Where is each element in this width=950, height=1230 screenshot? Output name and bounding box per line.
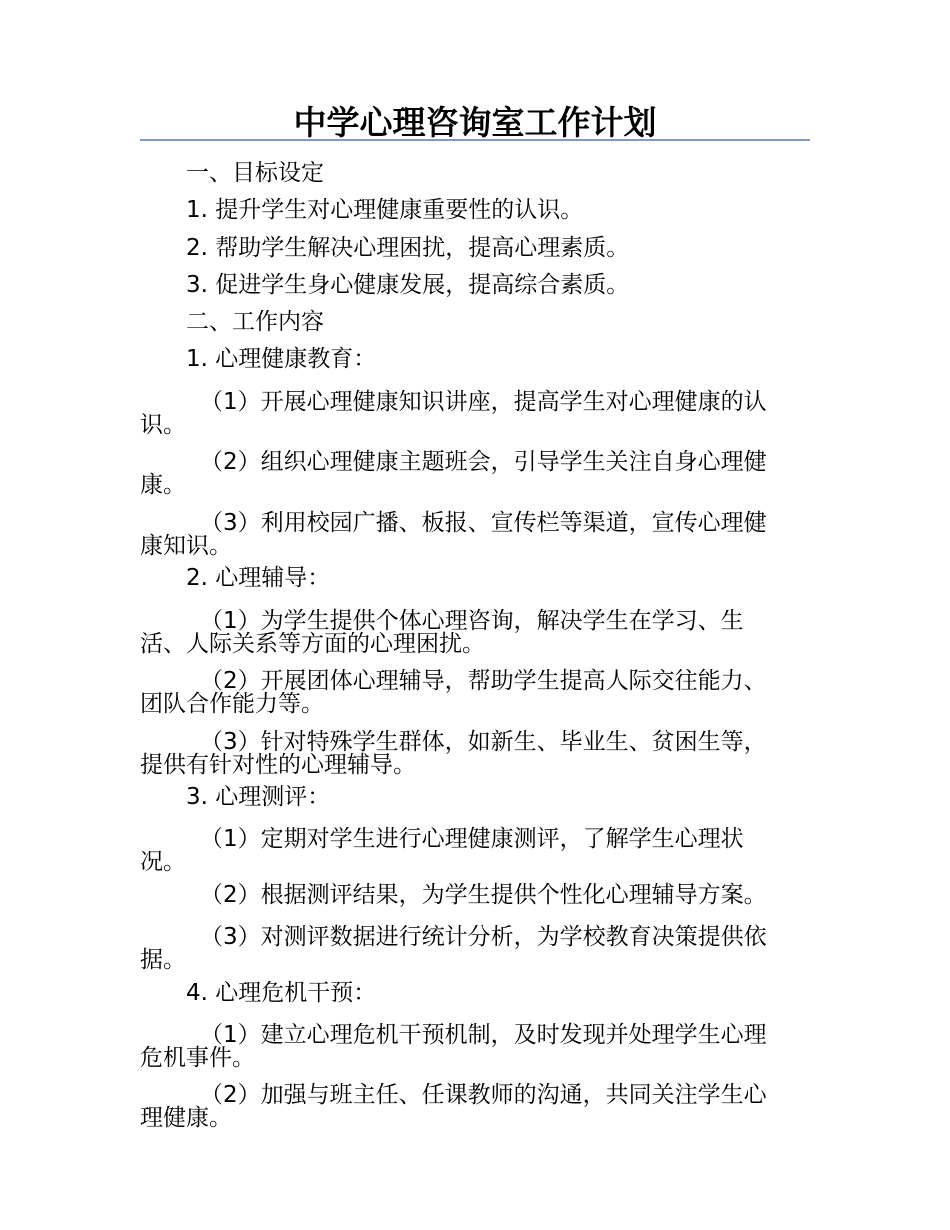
text-line: 二、工作内容 [186,309,324,336]
content-item [140,658,805,719]
text-line: 1. 心理健康教育： [186,346,377,373]
text-line: （1）为学生提供个体心理咨询，解决学生在学习、生 [200,607,744,634]
subsection-heading [140,560,805,597]
text-line: （3）对测评数据进行统计分析，为学校教育决策提供依 [200,924,767,951]
text-line: （1）定期对学生进行心理健康测评，了解学生心理状 [200,826,744,853]
content-item [140,439,805,500]
title-underline [140,139,810,141]
content-item [140,1012,805,1073]
goal-item [140,267,805,304]
content-item [140,598,805,659]
text-line: 2. 心理辅导： [186,565,331,592]
document-body [140,155,805,1133]
text-line: 3. 促进学生身心健康发展，提高综合素质。 [186,271,630,298]
subsection-heading [140,975,805,1012]
text-line: （1）建立心理危机干预机制，及时发现并处理学生心理 [200,1021,767,1048]
text-line: 据。 [140,947,186,974]
text-line: 一、目标设定 [186,160,324,186]
text-line: 危机事件。 [140,1044,255,1071]
text-line: 提供有针对性的心理辅导。 [140,751,416,778]
text-line: 2. 帮助学生解决心理困扰，提高心理素质。 [186,234,630,261]
goal-item [140,230,805,267]
text-line: （1）开展心理健康知识讲座，提高学生对心理健康的认 [200,388,767,415]
text-line: 3. 心理测评： [186,784,331,811]
text-line: （2）根据测评结果，为学生提供个性化心理辅导方案。 [200,881,767,908]
text-line: 理健康。 [140,1105,232,1132]
section-heading [140,304,805,341]
text-line: （2）加强与班主任、任课教师的沟通，共同关注学生心 [200,1082,767,1109]
document-title: 中学心理咨询室工作计划 [293,103,657,142]
content-item [140,379,805,440]
content-item [140,877,805,914]
content-item [140,719,805,780]
text-line: （3）针对特殊学生群体，如新生、毕业生、贫困生等， [200,728,767,755]
content-item [140,816,805,877]
text-line: 识。 [140,411,186,438]
text-line: 4. 心理危机干预： [186,979,377,1006]
text-line: 康。 [140,472,186,499]
text-line: 团队合作能力等。 [140,691,324,718]
subsection-heading [140,341,805,378]
section-heading [140,155,805,192]
text-line: （2）开展团体心理辅导，帮助学生提高人际交往能力、 [200,668,767,695]
content-item [140,914,805,975]
subsection-heading [140,779,805,816]
text-line: （3）利用校园广播、板报、宣传栏等渠道，宣传心理健 [200,509,767,536]
content-item [140,500,805,561]
text-line: 康知识。 [140,532,232,559]
content-item [140,1072,805,1133]
text-line: 1. 提升学生对心理健康重要性的认识。 [186,197,584,224]
text-line: 况。 [140,849,186,876]
text-line: （2）组织心理健康主题班会，引导学生关注自身心理健 [200,449,767,476]
text-line: 活、人际关系等方面的心理困扰。 [140,630,485,657]
goal-item [140,192,805,229]
